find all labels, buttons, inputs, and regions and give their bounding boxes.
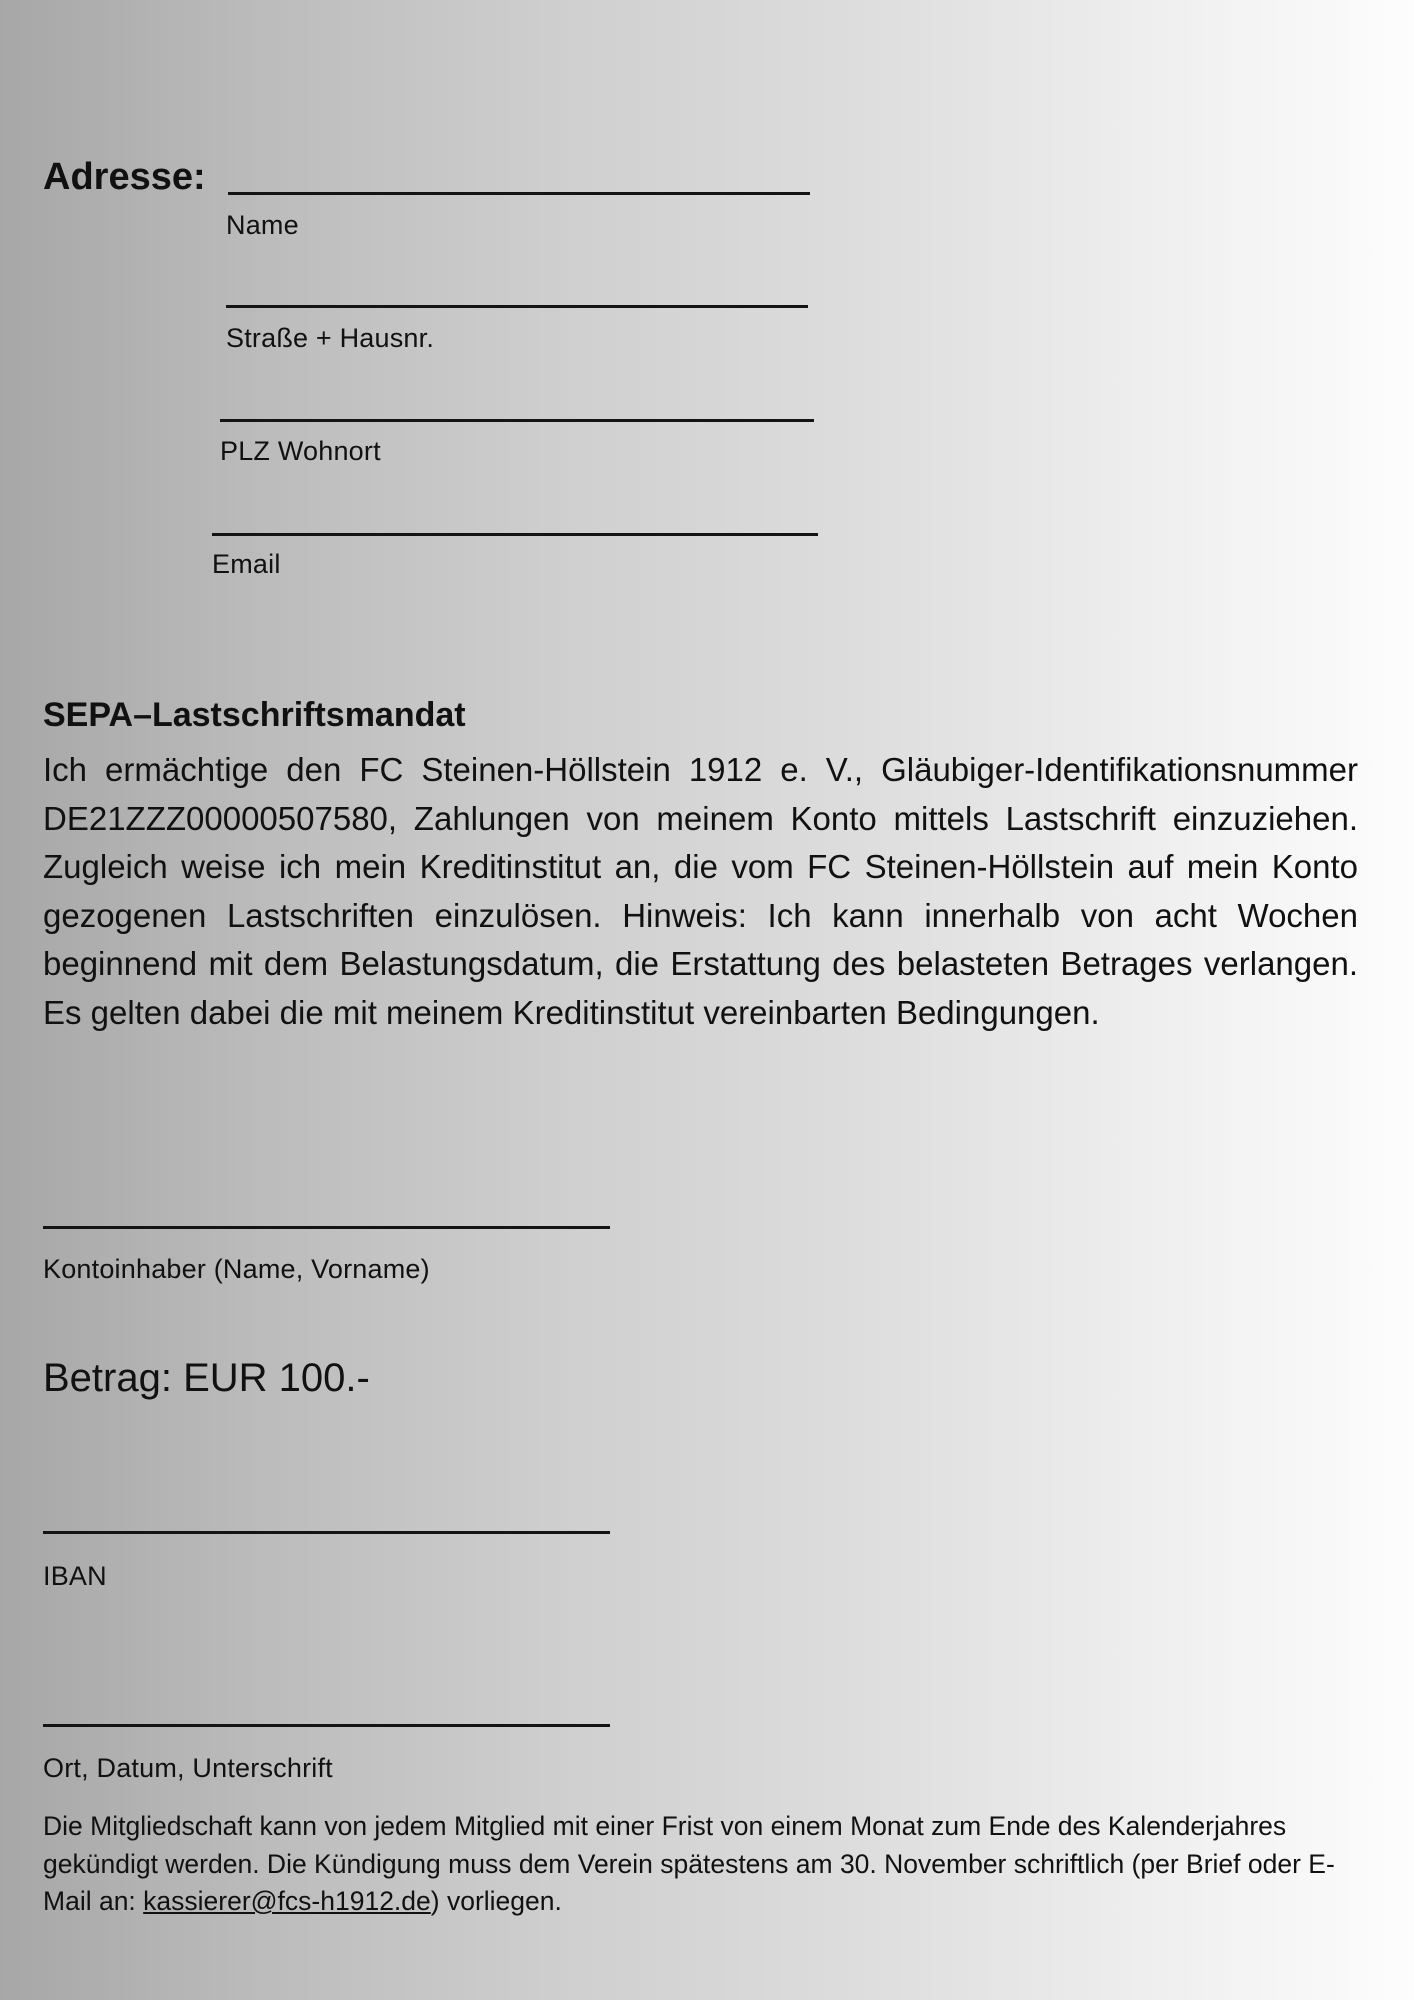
account-holder-label: Kontoinhaber (Name, Vorname)	[43, 1254, 430, 1284]
city-field-line[interactable]	[220, 419, 814, 422]
signature-line[interactable]	[43, 1724, 610, 1727]
account-holder-line[interactable]	[43, 1226, 610, 1229]
name-field-label: Name	[226, 210, 299, 240]
signature-label: Ort, Datum, Unterschrift	[43, 1753, 333, 1783]
cancellation-notice	[43, 1808, 1363, 1921]
sepa-mandate-text: Ich ermächtige den FC Steinen-Höllstein 1912 e. V., Gläubiger-Identifikationsnummer DE21ZZZ00000507580, Zahlungen von meinem Konto mittels Lastschrift einzuziehen. Zugleich weise ich mein Kreditinstitut an, die vom FC Steinen-Höllstein auf mein Konto gezogenen Lastschriften einzulösen. Hinweis: Ich kann innerhalb von acht Wochen beginnend mit dem Belastungsdatum, die Erstattung des belasteten Betrages verlangen. Es gelten dabei die mit meinem Kreditinstitut vereinbarten Bedingungen.	[43, 751, 1358, 1031]
iban-label: IBAN	[43, 1561, 107, 1591]
amount-text: Betrag: EUR 100.-	[43, 1356, 370, 1400]
name-field-line[interactable]	[228, 192, 810, 195]
iban-line[interactable]	[43, 1531, 610, 1534]
address-section-title: Adresse:	[43, 156, 206, 198]
city-field-label: PLZ Wohnort	[220, 436, 381, 466]
street-field-line[interactable]	[226, 305, 808, 308]
cancellation-notice-end: ) vorliegen.	[430, 1886, 562, 1916]
treasurer-email-link[interactable]: kassierer@fcs-h1912.de	[143, 1886, 431, 1916]
street-field-label: Straße + Hausnr.	[226, 323, 435, 353]
email-field-line[interactable]	[212, 533, 818, 536]
email-field-label: Email	[212, 549, 281, 579]
cancellation-notice-text: Die Mitgliedschaft kann von jedem Mitglied mit einer Frist von einem Monat zum Ende des Kalenderjahres gekündigt werden. Die Kündigung muss dem Verein spätestens am 30. November schriftlich (per Brief oder E-Mail an:	[43, 1811, 1335, 1916]
sepa-mandate-title: SEPA–Lastschriftsmandat	[43, 696, 466, 734]
